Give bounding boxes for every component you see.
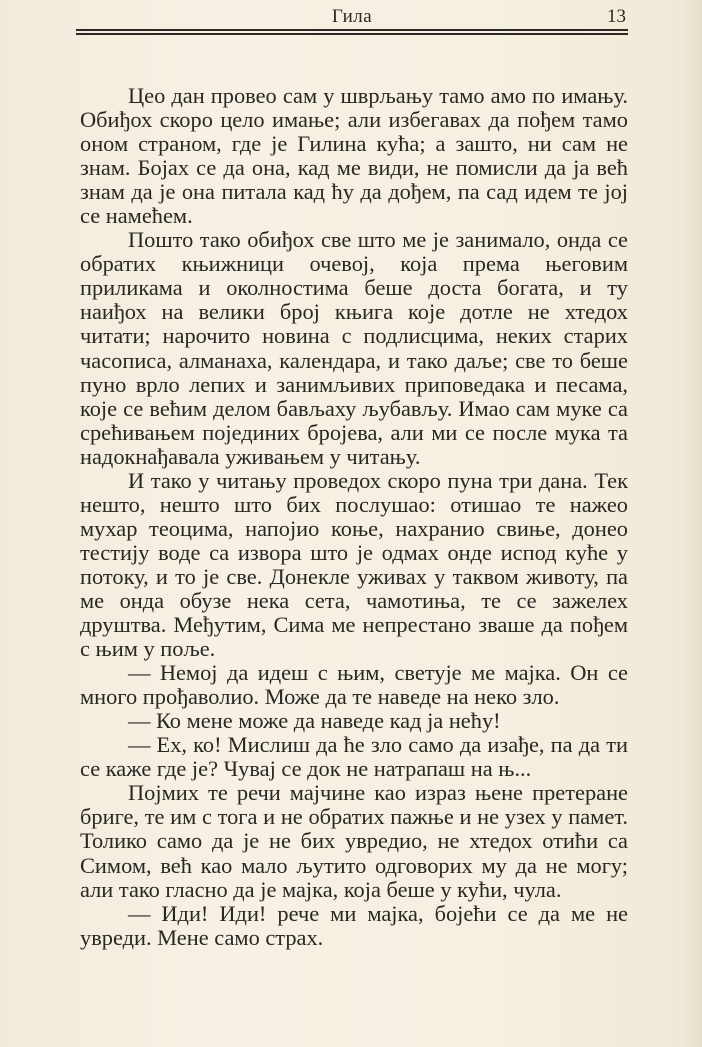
header-rule: [76, 29, 628, 35]
paragraph: Пошто тако обиђох све што ме је занимало, онда се обратих књижници очевој, која према његовим приликама и околностима беше доста богата, и ту наиђох на велики број књига које дотле не хтедох читати; нарочито новина с подлисцима, неких старих часописа, алманаха, календара, и тако даље; све то беше пуно врло лепих и занимљивих приповедака и песама, које се већим делом бављаху љубављу. Имао сам муке са срећивањем појединих бројева, али ми се после мука та надокнађавала уживањем у читању.: [80, 227, 628, 469]
running-head: [76, 6, 628, 30]
dialogue-line: — Немој да идеш с њим, светује ме мајка. Он се много прођаволио. Може да те наведе на неко зло.: [80, 660, 628, 710]
paragraph: Цео дан провео сам у шврљању тамо амо по имању. Обиђох скоро цело имање; али избегавах да пођем тамо оном страном, где је Гилина кућа; а зашто, ни сам не знам. Бојах се да она, кад ме види, не помисли да ја већ знам да је она питала кад ћу да дођем, па сад идем те јој се намећем.: [80, 83, 628, 229]
page-number: 13: [607, 6, 626, 27]
body-text: [80, 84, 628, 950]
paragraph: Појмих те речи мајчине као израз њене претеране бриге, те им с тога и не обратих пажње и не узех у памет. Толико само да је не бих увредио, не хтедох отићи са Симом, већ као мало љутито одговорих му да не могу; али тако гласно да је мајка, која беше у кући, чула.: [80, 780, 628, 902]
running-title: Гила: [331, 6, 373, 27]
dialogue-line: — Ко мене може да наведе кад ја нећу!: [128, 708, 501, 734]
dialogue-line: — Иди! Иди! рече ми мајка, бојећи се да ме не увреди. Мене само страх.: [80, 900, 628, 950]
dialogue-line: — Ех, ко! Мислиш да ће зло само да изађе, па да ти се каже где је? Чувај се док не натрапаш на њ...: [80, 732, 628, 782]
paragraph: И тако у читању проведох скоро пуна три дана. Тек нешто, нешто што бих послушао: отишао те нажео мухар теоцима, напојио коње, нахранио свиње, донео тестију воде са извора што је одмах онде испод куће у потоку, и то је све. Донекле уживах у таквом животу, па ме онда обузе нека сета, чамотиња, те се зажелех друштва. Међутим, Сима ме непрестано зваше да пођем с њим у поље.: [80, 467, 628, 662]
page-edge-shadow: [684, 0, 702, 1047]
